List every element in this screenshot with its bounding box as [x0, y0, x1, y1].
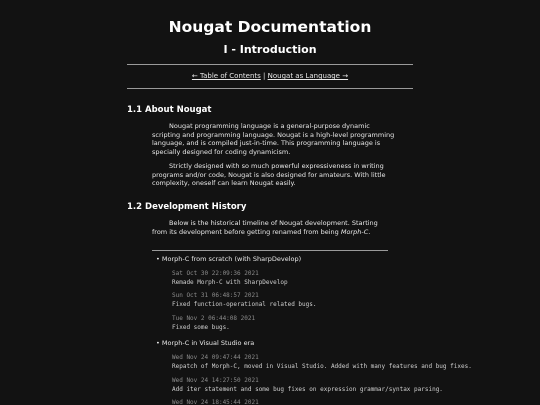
- section-heading-about: 1.1 About Nougat: [127, 105, 212, 115]
- chapter-subtitle: I - Introduction: [223, 43, 317, 56]
- entry-description: Fixed function-operational related bugs.: [172, 300, 317, 308]
- timeline-entry: [172, 354, 472, 371]
- entry-description: Fixed some bugs.: [172, 323, 230, 331]
- timeline-entry: [172, 270, 288, 287]
- entry-description: Repatch of Morph-C, moved in Visual Studio. Added with many features and bug fixes.: [172, 362, 472, 370]
- timeline-entry: [172, 292, 317, 309]
- timeline-divider: [152, 250, 388, 251]
- entry-date: Wed Nov 24 18:45:44 2021: [172, 399, 259, 405]
- history-intro: Below is the historical timeline of Nougat development. Starting from its development before getting renamed from being Morph-C.: [152, 219, 378, 236]
- nav-separator: |: [263, 72, 266, 80]
- entry-date: Wed Nov 24 14:27:50 2021: [172, 377, 259, 384]
- entry-date: Sat Oct 30 22:09:36 2021: [172, 270, 259, 277]
- about-paragraph-1: Nougat programming language is a general-purpose dynamic scripting and programming language. Nougat is a high-level programming language, and is compiled just-in-time. This programming language is specially designed for coding dynamicism.: [152, 122, 395, 156]
- timeline-entry: [172, 315, 255, 332]
- section-heading-history: 1.2 Development History: [127, 202, 247, 212]
- timeline-era: • Morph-C in Visual Studio era: [156, 339, 255, 347]
- entry-date: Tue Nov 2 06:44:08 2021: [172, 315, 256, 322]
- entry-date: Sun Oct 31 06:48:57 2021: [172, 292, 259, 299]
- entry-date: Wed Nov 24 09:47:44 2021: [172, 354, 259, 361]
- chapter-navigation: [0, 72, 540, 80]
- timeline-era: • Morph-C from scratch (with SharpDevelop): [156, 255, 302, 263]
- timeline-entry: [172, 399, 259, 405]
- page-title: Nougat Documentation: [168, 18, 372, 36]
- header-divider-bottom: [127, 88, 413, 89]
- prev-chapter-link[interactable]: ← Table of Contents: [191, 72, 261, 80]
- next-chapter-link[interactable]: Nougat as Language →: [267, 72, 349, 80]
- entry-description: Add iter statement and some bug fixes on expression grammar/syntax parsing.: [172, 385, 443, 393]
- timeline-entry: [172, 377, 443, 394]
- header-divider-top: [127, 64, 413, 65]
- morph-c-name: Morph-C: [340, 227, 369, 236]
- entry-description: Remade Morph-C with SharpDevelop: [172, 278, 288, 286]
- about-paragraph-2: Strictly designed with so much powerful expressiveness in writing programs and/or code, Nougat is also designed for amateurs. With little complexity, oneself can learn Nougat easily.: [152, 162, 386, 187]
